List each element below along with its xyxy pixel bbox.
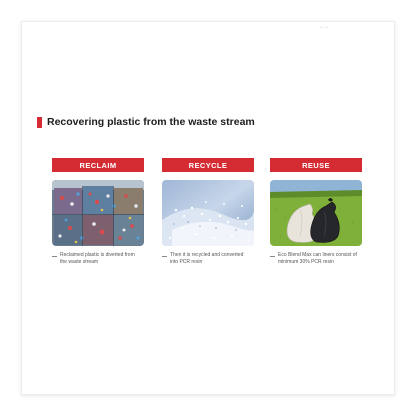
resin-pellets-image [162,180,254,246]
caption-bullet [162,256,167,257]
heading-accent-bar [37,117,42,128]
caption-text: Then it is recycled and converted into PCR resin [170,252,244,265]
section-heading [37,116,255,128]
trash-bags-image [270,180,362,246]
step-caption-reclaim [52,252,144,265]
step-label-recycle: RECYCLE [162,158,254,172]
photo-resin-pellets [162,180,254,246]
step-recycle [162,158,254,265]
step-label-reclaim: RECLAIM [52,158,144,172]
baled-plastic-image [52,180,144,246]
caption-text: Reclaimed plastic is diverted from the waste stream [60,252,135,265]
caption-bullet [270,256,275,257]
step-reclaim [52,158,144,265]
step-caption-reuse [270,252,362,265]
section-title: Recovering plastic from the waste stream [47,116,255,128]
step-reuse [270,158,362,265]
step-caption-recycle [162,252,254,265]
photo-trash-bags [270,180,362,246]
photo-baled-plastic [52,180,144,246]
caption-text: Eco Blend Max can liners consist of minimum 30% PCR resin [278,252,357,265]
step-label-reuse: REUSE [270,158,362,172]
caption-bullet [52,256,57,257]
corner-mark: ▪ ▪ ▪ ▪ [320,25,329,29]
